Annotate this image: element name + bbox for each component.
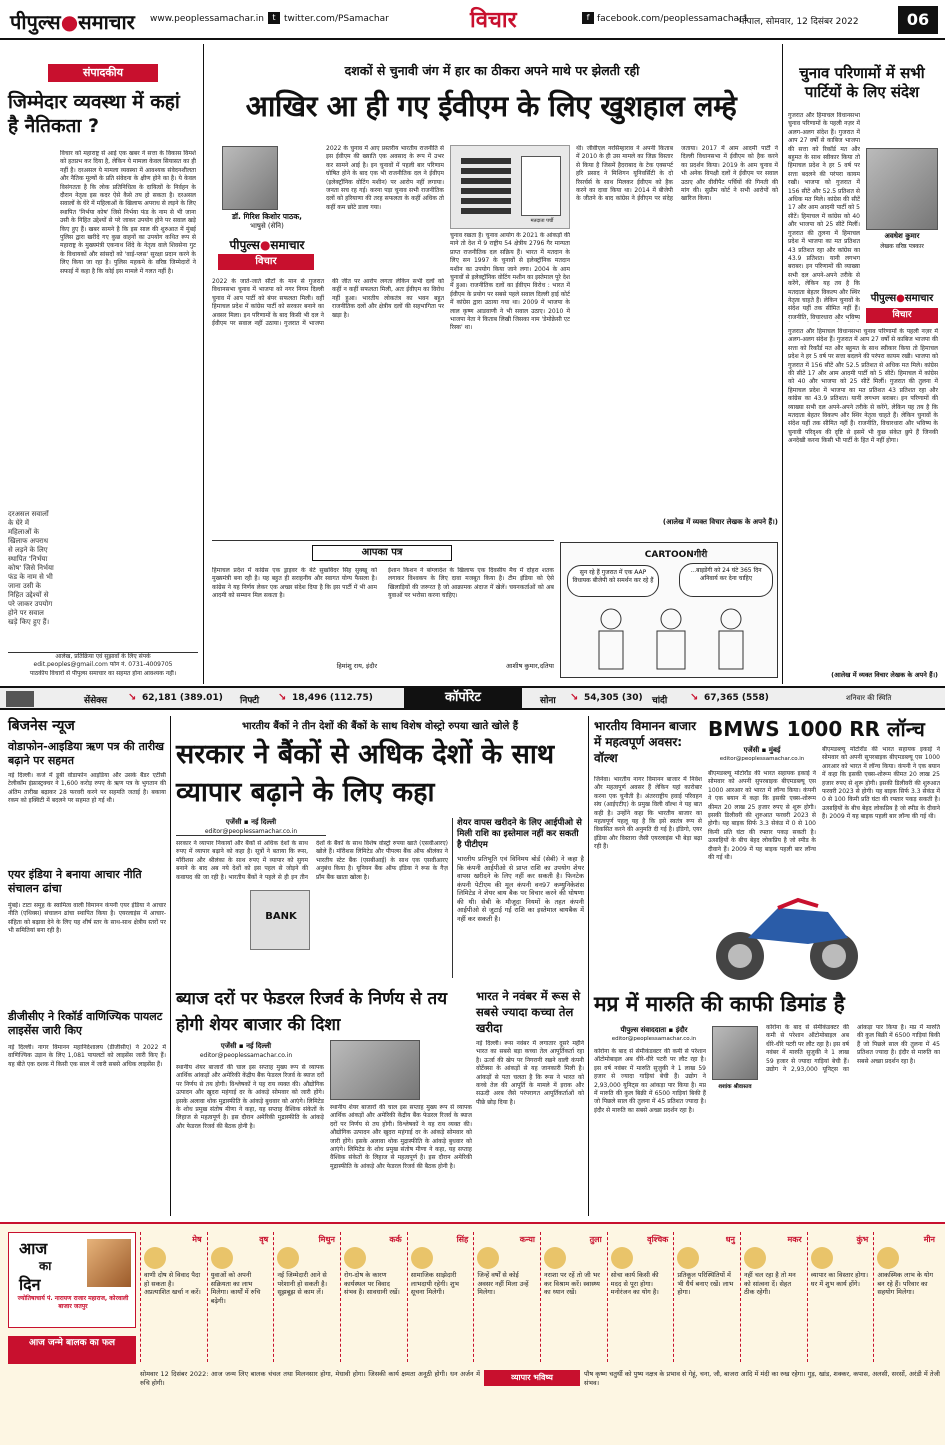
maruti-person-photo — [712, 1026, 758, 1080]
horoscope-sign-name: तुला — [589, 1235, 602, 1244]
vyapar-label: व्यापार भविष्य — [484, 1370, 580, 1386]
horoscope-title-1: आज — [19, 1239, 48, 1258]
horoscope-sign-name: कन्या — [519, 1235, 535, 1244]
vostro-kicker: भारतीय बैंकों ने तीन देशों की बैंकों के साथ विशेष वोस्ट्रो रुपया खाते खोले हैं — [241, 721, 519, 732]
silver-label: चांदी — [652, 696, 668, 706]
sensex-down-icon: ↘ — [128, 692, 137, 703]
zodiac-icon — [744, 1247, 766, 1269]
right-logo: पीपुल्स●समाचार — [870, 293, 934, 304]
letter-2: ईशान किशन ने बांग्लादेश के खिलाफ एक दिवसीय मैच में दोहरा शतक लगाकर विश्वकप के लिए दावा मजबूत किया है। टीम इंडिया को ऐसे खिलाड़ियों की जरूरत है जो आक्रामक अंदाज में खेलें। चयनकर्ताओं को अब युवाओं पर भरोसा करना चाहिए। — [388, 567, 554, 600]
horoscope-side-label: आज जन्मे बालक का फल — [8, 1336, 136, 1364]
horoscope-bottom-text: सोमवार 12 दिसंबर 2022: आज जन्म लिए बालक चंचल तथा मिलनसार होगा, मेधावी होगा। जिसकी कार्य क्षमता अनूठी होगी। धन अर्जन में रुचि होगी। — [140, 1370, 480, 1387]
section-title: विचार — [470, 8, 517, 33]
bmw-body-continued: बीएमडब्ल्यू मोटोरॉड की भारत सहायक इकाई ने सोमवार को अपनी सुपरबाइक बीएमडब्ल्यू एस 1000 आरआर को भारत में लॉन्च किया। कंपनी ने एक बयान में कहा कि इसकी एक्स-शोरूम कीमत 20 लाख 25 हजार रुपए से शुरू होगी। इसकी डिलीवरी की शुरुआत फरवरी 2023 से होगी। यह बाइक सिर्फ 3.3 सेकंड में 0 से 100 किमी प्रति घंटा की रफ्तार पकड़ सकती है। उत्साहियों के बीच बेहद लोकप्रिय है जो स्पीड के दीवाने हैं। 2009 में यह बाइक पहली बार लॉन्च की गई थी। — [822, 746, 940, 821]
bmw-headline: BMWS 1000 RR लॉन्च — [708, 717, 925, 741]
maruti-person-name: शशांक श्रीवास्तव — [718, 1084, 752, 1090]
horoscope-sign-cell — [407, 1232, 472, 1362]
horoscope-sign-cell — [673, 1232, 738, 1362]
share-box-body: भारतीय प्रतिभूति एवं विनिमय बोर्ड (सेबी) ने कहा है कि कंपनी आईपीओ से प्राप्त राशि का उपयोग शेयर वापस खरीदने के लिए नहीं कर सकती है। फिनटेक कंपनी पेटीएम की मूल कंपनी वन97 कम्युनिकेशंस लिमिटेड ने शेयर बाय बैक पर विचार करने की घोषणा की थी। सेबी के मौजूदा नियमों के तहत कंपनी आईपीओ से जुटाई गई राशि का इस्तेमाल बायबैक में नहीं कर सकती है। — [457, 855, 584, 923]
horoscope-section — [0, 1222, 945, 1445]
silver-down-icon: ↘ — [690, 692, 699, 703]
right-section-tag: विचार — [866, 308, 938, 323]
horoscope-sign-name: मकर — [787, 1235, 802, 1244]
editorial-body: विचार को महाराष्ट्र से आई एक खबर ने सत्ता के विकास विमर्श को हतप्रभ कर दिया है, लेकिन ये मामला केवल सियासत का ही नहीं है। दरअसल ये मामला व्यवस्था में आवश्यक संवेदनशीलता और नैतिक मूल्यों के प्रति संवेदना के क्षीण होने का है। ये केवल विसंगतता है कि लोक प्रतिनिधित्व के दायित्वों के निर्वहन के दौरान नेतृत्व इस कदर ऐसे कैसे तय हो सकता है। दरअसल सवालों के घेरे में महिलाओं के खिलाफ अपराध से लड़ने के लिए स्थापित 'निर्भया कोष' जिसे निर्भया फंड के नाम से भी जाना उसी के निहित उद्देश्यों से परे जाकर उपयोग होने पर सवाल खड़े किए हुए हैं। खबर सामने है कि इस साल की शुरुआत में मुंबई पुलिस द्वारा खरीदे गए कुछ वाहनों का उपयोग कथित रूप से महाराष्ट्र के मुख्यमंत्री एकनाथ शिंदे के नेतृत्व वाले शिवसेना गुट के विधायकों और सांसदों को 'वाई-प्लस' सुरक्षा प्रदान करने के लिए किया जा रहा है। पुलिस महकमे के वरिष्ठ जिम्मेदारों ने सफाई में कहा है कि कोई इस मामले में गलत नहीं है। — [60, 150, 196, 275]
column-divider — [782, 44, 783, 684]
zodiac-icon — [211, 1247, 233, 1269]
horoscope-sign-cell — [140, 1232, 205, 1362]
lead-headline: आखिर आ ही गए ईवीएम के लिए खुशहाल लम्हे — [245, 89, 737, 123]
business-item-1-title: वोडाफोन-आइडिया ऋण पत्र की तारीख बढ़ाने पर सहमत — [8, 740, 165, 767]
market-ticker — [0, 686, 945, 710]
cartoon-bubble-1: सुन रहे हैं गुजरात में एक AAP विधायक बीजेपी को समर्थन कर रहे हैं — [567, 565, 659, 597]
column-divider — [588, 716, 589, 1216]
corporate-section-label: कॉर्पोरेट — [404, 688, 522, 708]
horoscope-sign-name: मेष — [192, 1235, 202, 1244]
bmw-email: editor@peoplessamachar.co.in — [719, 756, 805, 762]
zodiac-icon — [877, 1247, 899, 1269]
author-name: डॉ. गिरिश किशोर पाठक, — [232, 212, 302, 221]
silver-value: 67,365 (558) — [704, 693, 769, 703]
horoscope-sign-text: व्यापार का विस्तार होगा। घर में शुभ कार्य होंगे। — [810, 1271, 869, 1288]
bmw-body: बीएमडब्ल्यू मोटोरॉड की भारत सहायक इकाई ने सोमवार को अपनी सुपरबाइक बीएमडब्ल्यू एस 1000 आरआर को भारत में लॉन्च किया। कंपनी ने एक बयान में कहा कि इसकी एक्स-शोरूम कीमत 20 लाख 25 हजार रुपए से शुरू होगी। इसकी डिलीवरी की शुरुआत फरवरी 2023 से होगी। यह बाइक सिर्फ 3.3 सेकंड में 0 से 100 किमी प्रति घंटा की रफ्तार पकड़ सकती है। उत्साहियों के बीच बेहद लोकप्रिय है जो स्पीड के दीवाने हैं। 2009 में यह बाइक पहली बार लॉन्च की गई थी। — [708, 770, 816, 862]
horoscope-sign-name: मीन — [923, 1235, 935, 1244]
fed-byline: एजेंसी ▪ नई दिल्ली — [220, 1042, 272, 1050]
cartoon-figures-drawing — [581, 605, 761, 675]
zodiac-icon — [677, 1247, 699, 1269]
author-photo — [222, 146, 278, 210]
maruti-body-right — [766, 1024, 940, 1214]
horoscope-sign-cell — [207, 1232, 272, 1362]
vostro-headline: सरकार ने बैंकों से अधिक देशों के साथ व्यापार बढ़ाने के लिए कहा — [176, 739, 555, 808]
fed-email: editor@peoplessamachar.co.in — [199, 1052, 293, 1059]
horoscope-sign-text: सामाजिक साझेदारी लाभदायी रहेगी। शुभ सूचना मिलेगी। — [410, 1271, 459, 1296]
horoscope-sign-name: वृश्चिक — [647, 1235, 669, 1244]
letters-label: आपका पत्र — [312, 545, 452, 561]
letters-box — [212, 540, 554, 682]
share-box-title: शेयर वापस खरीदने के लिए आईपीओ से मिली राशि का इस्तेमाल नहीं कर सकती है पीटीएम — [457, 818, 582, 850]
maruti-email: editor@peoplessamachar.co.in — [611, 1036, 697, 1042]
business-item-2-title: एयर इंडिया ने बनाया आचार नीति संचालन ढांचा — [8, 868, 142, 895]
motorbike-drawing — [708, 888, 868, 984]
maruti-byline: पीपुल्स संवाददाता ▪ इंदौर — [620, 1026, 688, 1034]
bank-illustration — [250, 890, 310, 950]
horoscope-sign-name: मिथुन — [318, 1235, 335, 1244]
editorial-sidebar-quote: दरअसल सवालों के घेरे में महिलाओं के खिलाफ अपराध से लड़ने के लिए स्थापित 'निर्भया कोष' जिसे निर्भया फंड के नाम से भी जाना उसी के निहित उद्देश्यों से परे जाकर उपयोग होने पर सवाल खड़े किए हुए हैं। — [8, 510, 54, 626]
editorial-footer — [8, 652, 198, 682]
horoscope-sign-cell — [873, 1232, 938, 1362]
logo-suffix: समाचार — [904, 293, 934, 304]
horoscope-sign-text: रोग-दोष के कारण कार्यस्थल पर विवाद संभव है। सावधानी रखें। — [344, 1271, 400, 1296]
dateline: भोपाल, सोमवार, 12 दिसंबर 2022 — [738, 17, 859, 27]
zodiac-icon — [144, 1247, 166, 1269]
letter-1-sign: हिमांशु राय, इंदौर — [336, 662, 377, 670]
editorial-footer-email: edit.peoples@gmail.com फोन नं. 0731-4009705 — [33, 661, 173, 669]
editorial-headline: जिम्मेदार व्यवस्था में कहां है नैतिकता ? — [8, 91, 180, 137]
bmw-byline: एजेंसी ▪ मुंबई — [743, 746, 781, 754]
editorial-label: संपादकीय — [48, 64, 158, 82]
astrologer-photo — [87, 1239, 131, 1287]
ticker-status-note: शनिवार की स्थिति — [846, 694, 892, 702]
evm-image — [450, 145, 570, 229]
column-divider — [203, 44, 204, 684]
nifty-label: निफ्टी — [240, 696, 260, 706]
aviation-body: जिनेवा। भारतीय नागर विमानन बाजार में निवेश और महत्वपूर्ण अवसर हैं लेकिन यहां कारोबार करना एक चुनौती है। अंतरराष्ट्रीय हवाई परिवहन संघ (आईएटीए) के प्रमुख विली वॉल्श ने यह बात कही है। उन्होंने कहा कि भारतीय बाजार का महत्वपूर्ण पहलू यह है कि इसे स्वतंत्र रूप से विकसित करने की अनुमति दी गई है। इंडिगो, एयर इंडिया और विस्तारा जैसी एयरलाइंस भी बेड़ा बढ़ा रही हैं। — [594, 776, 702, 851]
business-news-label-text: बिजनेस न्यूज — [8, 718, 75, 734]
bmw-bike-image — [708, 888, 868, 984]
logo-prefix: पीपुल्स — [229, 238, 260, 252]
lead-logo: पीपुल्स●समाचार — [229, 238, 305, 252]
editorial-section — [8, 58, 198, 682]
right-body-top — [788, 112, 860, 322]
aviation-headline: भारतीय विमानन बाजार में महत्वपूर्ण अवसर: वॉल्श — [594, 719, 696, 765]
horoscope-sign-cell — [540, 1232, 605, 1362]
horoscope-sign-cell — [607, 1232, 672, 1362]
right-author-photo — [866, 148, 938, 230]
vostro-body: सरकार ने व्यापार निकायों और बैंकों से अधिक देशों के साथ रुपए में व्यापार बढ़ाने को कहा है। सूत्रों ने बताया कि रूस, मॉरीशस और श्रीलंका के साथ रुपए में व्यापार को सुगम बनाने के बाद अब नये देशों को इस पहल से जोड़ने की कवायद की जा रही है। भारतीय बैंकों ने पहले से ही इन तीन देशों के बैंकों के साथ विशेष वोस्ट्रो रुपया खाते (एसवीआरए) खोले हैं। मॉरीशस लिमिटेड और पीपल्स बैंक ऑफ श्रीलंका ने भारतीय स्टेट बैंक (एसबीआई) के साथ एक एसवीआरए अनुबंध किया है। यूनियन बैंक ऑफ इंडिया ने रूस के गैज़ प्रॉम बैंक खाता खोला है। — [176, 840, 448, 881]
evm-slot — [521, 156, 561, 216]
maruti-headline: मप्र में मारुति की काफी डिमांड है — [594, 992, 845, 1016]
twitter-icon: t — [268, 12, 280, 24]
business-news-column — [8, 716, 166, 1216]
horoscope-sign-name: वृष — [259, 1235, 269, 1244]
cartoon-title: CARTOONगीरी — [644, 550, 708, 560]
horoscope-sign-text: नराशा पर रहें तो जी भर कर विश्राम करें। स्वास्थ्य का ध्यान रखें। — [544, 1271, 600, 1296]
horoscope-sign-text: वाणी दोष से विवाद पैदा हो सकता है। अप्रत्याशित खर्चा न करें। — [144, 1271, 201, 1296]
nifty-value: 18,496 (112.75) — [292, 693, 373, 703]
business-news-label — [8, 716, 158, 736]
astrologer-name: ज्योतिषाचार्य पं. नारायण राजार महाराज, कोरवाली बाजार जतपुर — [17, 1295, 129, 1310]
zodiac-icon — [344, 1247, 366, 1269]
business-item-1-body: नई दिल्ली। कर्ज में डूबी वोडाफोन आइडिया और उसके बैंडर एटीसी टेलीकॉम इंफ्रास्ट्रक्चर ने 1,600 करोड़ रुपए के ऋण पत्र के भुगतान की अंतिम तारीख बढ़ाकर 28 फरवरी करने पर सहमति जताई है। बकाया रकम को इक्विटी में बदलने पर सहमत हो गई थी। — [8, 772, 166, 805]
zodiac-icon — [811, 1247, 833, 1269]
cartoon-figures — [581, 605, 761, 675]
horoscope-sign-text: जिन्हें वर्षों से कोई अवसर नहीं मिला उन्हें मिलेगा। — [477, 1271, 529, 1296]
horoscope-sign-cell — [473, 1232, 538, 1362]
sensex-label: सेंसेक्स — [84, 696, 108, 706]
horoscope-sign-cell — [807, 1232, 872, 1362]
bull-bear-image — [330, 1040, 420, 1100]
editorial-footer-disclaimer: पाठकीय विचारों से पीपुल्स समाचार का सहमत होना आवश्यक नहीं। — [29, 669, 177, 677]
zodiac-icon — [477, 1247, 499, 1269]
horoscope-sign-name: सिंह — [456, 1235, 469, 1244]
logo-prefix: पीपुल्स — [10, 10, 61, 34]
horoscope-sign-text: प्रतिकूल परिस्थितियों में भी धैर्य बनाए रखें। लाभ होगा। — [677, 1271, 734, 1296]
business-item-2-body: मुंबई। टाटा समूह के स्वामित्व वाली विमानन कंपनी एयर इंडिया ने आचार नीति (एथिक्स) संचालन ढांचा स्थापित किया है। एयरलाइंस में आचार-संहिता को बढ़ावा देने के लिए यह शीर्ष स्तर के साथ-साथ क्षेत्रीय स्तरों पर भी समितियां बना रही है। — [8, 902, 166, 935]
zodiac-icon — [544, 1247, 566, 1269]
lead-col4: थी। जीवीएल नरसिम्हाराव ने अपनी किताब में 2010 के ही उस मामले का जिक्र विस्तार से किया है जिसमें हैदराबाद के टेक एक्सपर्ट हरि प्रसाद ने मिशिगन यूनिवर्सिटी के दो रिसर्चर्स के साथ मिलकर ईवीएम को हैक करने का दावा किया था। 2014 में बीजेपी के जीतने के बाद कांग्रेस ने ईवीएम पर संदेह जताया। 2017 में आम आदमी पार्टी ने दिल्ली विधानसभा में ईवीएम को हैक करने का प्रदर्शन किया। 2019 के आम चुनाव में भी अनेक विपक्षी दलों ने ईवीएम पर सवाल उठाए और वीवीपैट पर्चियों की गिनती की मांग की। सुप्रीम कोर्ट ने सभी आरोपों को खारिज किया। — [576, 145, 778, 203]
cartoon-bubble-2: ...बाइडेंगी को 24 घंटे 365 दिन अनिवार्य कर देना चाहिए — [679, 563, 773, 597]
right-author-role: लेखक वरिष्ठ पत्रकार — [880, 243, 924, 250]
horoscope-sign-name: कुंभ — [856, 1235, 869, 1244]
zodiac-icon — [277, 1247, 299, 1269]
lead-credit: (आलेख में व्यक्त विचार लेखक के अपने हैं।) — [662, 518, 778, 526]
sensex-icon — [6, 691, 34, 707]
vostro-email: editor@peoplessamachar.co.in — [176, 828, 326, 836]
maruti-body: कोरोना के बाद से सेमीकंडक्टर की कमी से परेशान ऑटोमोबाइल अब धीरे-धीरे पटरी पर लौट रहा है। इस वर्ष नवंबर में मारुति सुजुकी ने 1 लाख 59 हजार से ज्यादा गाड़ियां बेची हैं। उद्योग ने 2,93,000 यूनिट्स का आंकड़ा पार किया है। मप्र में मारुति की कुल बिक्री में 6500 गाड़ियां बिकी हैं जो पिछले साल की तुलना में 45 प्रतिशत ज्यादा है। इंदौर से मारुति का सबसे अच्छा प्रदर्शन रहा है। — [594, 1048, 706, 1114]
evm-note: मतदाता पर्ची — [530, 218, 554, 224]
lead-kicker: दशकों से चुनावी जंग में हार का ठीकरा अपने माथे पर झेलती रही — [344, 63, 640, 78]
nifty-down-icon: ↘ — [278, 692, 287, 703]
horoscope-sign-cell — [740, 1232, 805, 1362]
fed-body-text: स्थानीय शेयर बाजारों की चाल इस सप्ताह मुख्य रूप से व्यापक आर्थिक आंकड़ों और अमेरिकी केंद्रीय बैंक फेडरल रिजर्व के ब्याज दरों पर निर्णय से तय होगी। विश्लेषकों ने यह राय व्यक्त की। औद्योगिक उत्पादन और खुदरा महंगाई दर के आंकड़े सोमवार को जारी होंगे। इसके अलावा थोक मुद्रास्फीति के आंकड़े बुधवार को आएंगे। लिमिटेड के शोध प्रमुख संतोष मीणा ने कहा, यह सप्ताह वैश्विक संकेतों के लिहाज से महत्वपूर्ण है। इस दौरान अमेरिकी मुद्रास्फीति के आंकड़े और फेडरल रिजर्व की बैठक होनी है। — [176, 1064, 324, 1130]
column-divider — [170, 716, 171, 1216]
horoscope-sign-text: आकस्मिक लाभ के योग बन रहे हैं। परिवार का सहयोग मिलेगा। — [877, 1271, 934, 1296]
horoscope-sign-name: धनु — [725, 1235, 735, 1244]
right-body-bottom — [788, 328, 938, 668]
twitter-link[interactable]: twitter.com/PSamachar — [284, 14, 389, 24]
right-headline: चुनाव परिणामों में सभी पार्टियों के लिए संदेश — [799, 64, 925, 101]
vyapar-text: पौष कृष्ण चतुर्थी को पुष्य नक्षत्र के प्रभाव से गेहूं, चना, जौ, बाजरा आदि में मंदी का रुख रहेगा। गुड़, खांड, शक्कर, कपास, अलसी, सरसों, अरंडी में तेजी संभव। — [584, 1370, 940, 1387]
horoscope-sign-text: नहीं चल रहा है तो मन को सांत्वना दें। सेहत ठीक रहेगी। — [744, 1271, 796, 1296]
lead-col3: चुनाव रखता है। चुनाव आयोग के 2021 के आंकड़ों की माने तो देश में 9 राष्ट्रीय 54 क्षेत्रीय 2796 गैर मान्यता प्राप्त राजनीतिक दल सक्रिय हैं। भारत में मतदान के लिए सन 1997 के चुनावों से इलेक्ट्रॉनिक मतदान मशीन का उपयोग किया जाने लगा। 2004 के आम चुनावों से इलेक्ट्रॉनिक वोटिंग मशीन का इस्तेमाल पूरे देश में हुआ। राजनीतिक दलों का ईवीएम विरोध : भारत में ईवीएम के प्रयोग पर सबसे पहले सवाल दिल्ली हाई कोर्ट में कांग्रेस द्वारा उठाया गया था। 2009 में भाजपा के लाल कृष्ण आडवाणी ने भी सवाल उठाए। 2010 में भाजपा नेता ने किताब लिखी जिसका नाम 'डेमोक्रेसी एट रिस्क' था। — [450, 232, 570, 332]
horoscope-sign-text: नई जिम्मेदारी आने से परेशानी हो सकती है। सूझबूझ से काम लें। — [277, 1271, 328, 1296]
evm-buttons — [461, 158, 511, 214]
right-body-text: गुजरात और हिमाचल विधानसभा चुनाव परिणामों के पहली नज़र में अलग-अलग संदेश हैं। गुजरात में आप 27 वर्षों से काबिज भाजपा की सत्ता को रिकॉर्ड मत और बहुमत के साथ स्वीकार किया तो हिमाचल प्रदेश ने हर 5 वर्ष पर सत्ता बदलने की परंपरा कायम रखी। भाजपा को गुजरात में 156 सीटें और 52.5 प्रतिशत से अधिक मत मिले। कांग्रेस की सीटें 17 और आम आदमी पार्टी को 5 सीटें। हिमाचल में कांग्रेस को 40 और भाजपा को 25 सीटें मिलीं। गुजरात की तुलना में हिमाचल प्रदेश में भाजपा का मत प्रतिशत 43 प्रतिशत रहा और कांग्रेस का 43.9 प्रतिशत। यानी लगभग बराबर। इन परिणामों की व्याख्या सभी दल अपने-अपने तरीके से करेंगे, लेकिन यह तय है कि मतदाता बेहतर विकल्प और स्थिर नेतृत्व चाहते हैं। लेकिन चुनावों के संदेश यहीं तक सीमित नहीं हैं। राजनीति, विचारधारा और भविष्य — [788, 112, 860, 321]
horoscope-sign-cell — [273, 1232, 338, 1362]
letter-1: हिमाचल प्रदेश में कांग्रेस एक ड्राइवर के बेटे सुखविंदर सिंह सुक्खू को मुख्यमंत्री बना रही है। यह बहुत ही सराहनीय और स्वागत योग्य फैसला है। कांग्रेस ने यह निर्णय लेकर एक अच्छा संदेश दिया है कि इस पार्टी में भी आम आदमी को सम्मान मिल सकता है। — [212, 567, 377, 600]
newspaper-logo: पीपुल्स●समाचार — [10, 10, 135, 34]
fed-headline: ब्याज दरों पर फेडरल रिजर्व के निर्णय से तय होगी शेयर बाजार की दिशा — [176, 989, 448, 1035]
lead-section-tag: विचार — [218, 254, 314, 270]
horoscope-sign-name: कर्क — [389, 1235, 402, 1244]
horoscope-sign-text: युवाओं को अपनी सक्रियता का लाभ मिलेगा। कार्यों में रुचि बढ़ेगी। — [210, 1271, 261, 1305]
fed-body-right — [330, 1104, 472, 1214]
facebook-link[interactable]: facebook.com/peoplessamachar1 — [597, 14, 749, 24]
right-body-continued: गुजरात और हिमाचल विधानसभा चुनाव परिणामों के पहली नज़र में अलग-अलग संदेश हैं। गुजरात में आप 27 वर्षों से काबिज भाजपा की सत्ता को रिकॉर्ड मत और बहुमत के साथ स्वीकार किया तो हिमाचल प्रदेश ने हर 5 वर्ष पर सत्ता बदलने की परंपरा कायम रखी। भाजपा को गुजरात में 156 सीटें और 52.5 प्रतिशत से अधिक मत मिले। कांग्रेस की सीटें 17 और आम आदमी पार्टी को 5 सीटें। हिमाचल में कांग्रेस को 40 और भाजपा को 25 सीटें मिलीं। गुजरात की तुलना में हिमाचल प्रदेश में भाजपा का मत प्रतिशत 43 प्रतिशत रहा और कांग्रेस का 43.9 प्रतिशत। यानी लगभग बराबर। इन परिणामों की व्याख्या सभी दल अपने-अपने तरीके से करेंगे, लेकिन यह तय है कि मतदाता बेहतर विकल्प और स्थिर नेतृत्व चाहते हैं। लेकिन चुनावों के संदेश यहीं तक सीमित नहीं हैं। राजनीति, विचारधारा और भविष्य के चुनावी परिदृश्य की दृष्टि से इसमें भी कुछ संकेत छुपे हैं जिनकी अनदेखी करना किसी भी पार्टी के हित में नहीं होगा। — [788, 328, 938, 445]
logo-suffix: समाचार — [270, 238, 305, 252]
right-author-name: अवधेश कुमार — [884, 232, 920, 240]
horoscope-title-3: दिन — [19, 1275, 41, 1294]
business-item-3-title: डीजीसीए ने रिकॉर्ड वाणिज्यिक पायलट लाइसेंस जारी किए — [8, 1010, 163, 1037]
horoscope-title-box — [8, 1232, 136, 1328]
logo-suffix: समाचार — [78, 10, 135, 34]
vostro-byline: एजेंसी ▪ नई दिल्ली — [225, 818, 277, 826]
facebook-icon: f — [582, 12, 594, 24]
fed-body-left — [176, 1064, 324, 1214]
masthead — [0, 0, 945, 40]
author-role: भाषुसे (सेनि) — [250, 222, 284, 230]
website-link[interactable]: www.peoplessamachar.in — [150, 14, 264, 24]
business-item-3-body: नई दिल्ली। नागर विमानन महानिदेशालय (डीजीसीए) ने 2022 में वाणिज्यिक उड़ान के लिए 1,081 पायलटों को लाइसेंस जारी किए हैं। यह बीते एक दशक में किसी एक साल में जारी सबसे अधिक लाइसेंस हैं। — [8, 1044, 166, 1068]
right-credit: (आलेख में व्यक्त विचार लेखक के अपने हैं।) — [831, 671, 938, 679]
cartoon-box — [560, 542, 778, 678]
gold-label: सोना — [540, 696, 556, 706]
zodiac-icon — [611, 1247, 633, 1269]
horoscope-sign-cell — [340, 1232, 405, 1362]
lead-col1: 2022 के चुनाव में आए प्रस्तरीय भारतीय राजनीति से इस ईवीएम की ख्याति एक अवसाद के रूप में उभर कर सामने आई है। इन चुनावों में पहली बार परिणाम घोषित होने के बाद एक भी राजनीतिक दल ने ईवीएम (इलेक्ट्रॉनिक वोटिंग मशीन) पर आरोप नहीं लगाया। जनता सच रह गई। करना पड़ा चुनाव सभी राजनीतिक दलों को हरियाणा की तरह सफलता के कहीं अधिक तो कहीं कम छोटे डाला गया। — [326, 145, 444, 211]
lead-col2: 2022 के जाते-जाते सीटों के मान से गुजरात विधानसभा चुनाव में भाजपा को नगर निगम दिल्ली चुनाव में आप पार्टी को बंपर सफलता मिली। वहीं हिमाचल प्रदेश में कांग्रेस पार्टी को सरकार बनाने का अवसर मिला। इन परिणामों के बाद किसी भी दल ने ईवीएम पर सवाल नहीं उठाया। गुजरात में भाजपा की जीत पर आरोप लगता लेकिन सभी दलों को कहीं न कहीं सफलता मिली, अतः ईवीएम का विरोध नहीं हुआ। भारतीय लोकतंत्र का भवन बहुत राजनीतिक दलों और क्षेत्रीय दलों की सहभागिता पर खड़ा है। — [212, 278, 444, 328]
bank-label: BANK — [265, 911, 297, 922]
horoscope-title-2: का — [39, 1259, 52, 1273]
fed-body-continued: स्थानीय शेयर बाजारों की चाल इस सप्ताह मुख्य रूप से व्यापक आर्थिक आंकड़ों और अमेरिकी केंद्रीय बैंक फेडरल रिजर्व के ब्याज दरों पर निर्णय से तय होगी। विश्लेषकों ने यह राय व्यक्त की। औद्योगिक उत्पादन और खुदरा महंगाई दर के आंकड़े सोमवार को जारी होंगे। इसके अलावा थोक मुद्रास्फीति के आंकड़े बुधवार को आएंगे। लिमिटेड के शोध प्रमुख संतोष मीणा ने कहा, यह सप्ताह वैश्विक संकेतों के लिहाज से महत्वपूर्ण है। इस दौरान अमेरिकी मुद्रास्फीति के आंकड़े और फेडरल रिजर्व की बैठक होनी है। — [330, 1104, 472, 1170]
logo-prefix: पीपुल्स — [870, 293, 897, 304]
oil-body: नई दिल्ली। रूस नवंबर में लगातार दूसरे महीने भारत का सबसे बड़ा कच्चा तेल आपूर्तिकर्ता रहा है। ऊर्जा की खेप पर निगरानी रखने वाली कंपनी वोर्टेक्सा के आंकड़ों से यह जानकारी मिली है। आंकड़ों से पता चलता है कि रूस ने भारत को कच्चे तेल की आपूर्ति के मामले में इराक और सऊदी अरब जैसे परंपरागत आपूर्तिकर्ताओं को पीछे छोड़ दिया है। — [476, 1040, 584, 1106]
oil-headline: भारत ने नवंबर में रूस से सबसे ज्यादा कच्चा तेल खरीदा — [476, 989, 581, 1035]
share-box — [452, 818, 584, 978]
maruti-body-continued: कोरोना के बाद से सेमीकंडक्टर की कमी से परेशान ऑटोमोबाइल अब धीरे-धीरे पटरी पर लौट रहा है। इस वर्ष नवंबर में मारुति सुजुकी ने 1 लाख 59 हजार से ज्यादा गाड़ियां बेची हैं। उद्योग ने 2,93,000 यूनिट्स का आंकड़ा पार किया है। मप्र में मारुति की कुल बिक्री में 6500 गाड़ियां बिकी हैं जो पिछले साल की तुलना में 45 प्रतिशत ज्यादा है। इंदौर से मारुति का सबसे अच्छा प्रदर्शन रहा है। — [766, 1024, 940, 1074]
letter-2-sign: आशीष कुमार,दतिया — [505, 662, 554, 670]
horoscope-signs-grid — [140, 1232, 940, 1362]
editorial-footer-line1: आलेख, प्रतिक्रिया एवं सुझावों के लिए संपर्क — [55, 653, 151, 660]
sensex-value: 62,181 (389.01) — [142, 693, 223, 703]
horoscope-sign-text: सोचा कार्य किसी की मदद से पूरा होगा। मनोरंजन का योग है। — [610, 1271, 659, 1296]
page-number: 06 — [898, 6, 938, 34]
gold-value: 54,305 (30) — [584, 693, 643, 703]
gold-down-icon: ↘ — [570, 692, 579, 703]
zodiac-icon — [411, 1247, 433, 1269]
